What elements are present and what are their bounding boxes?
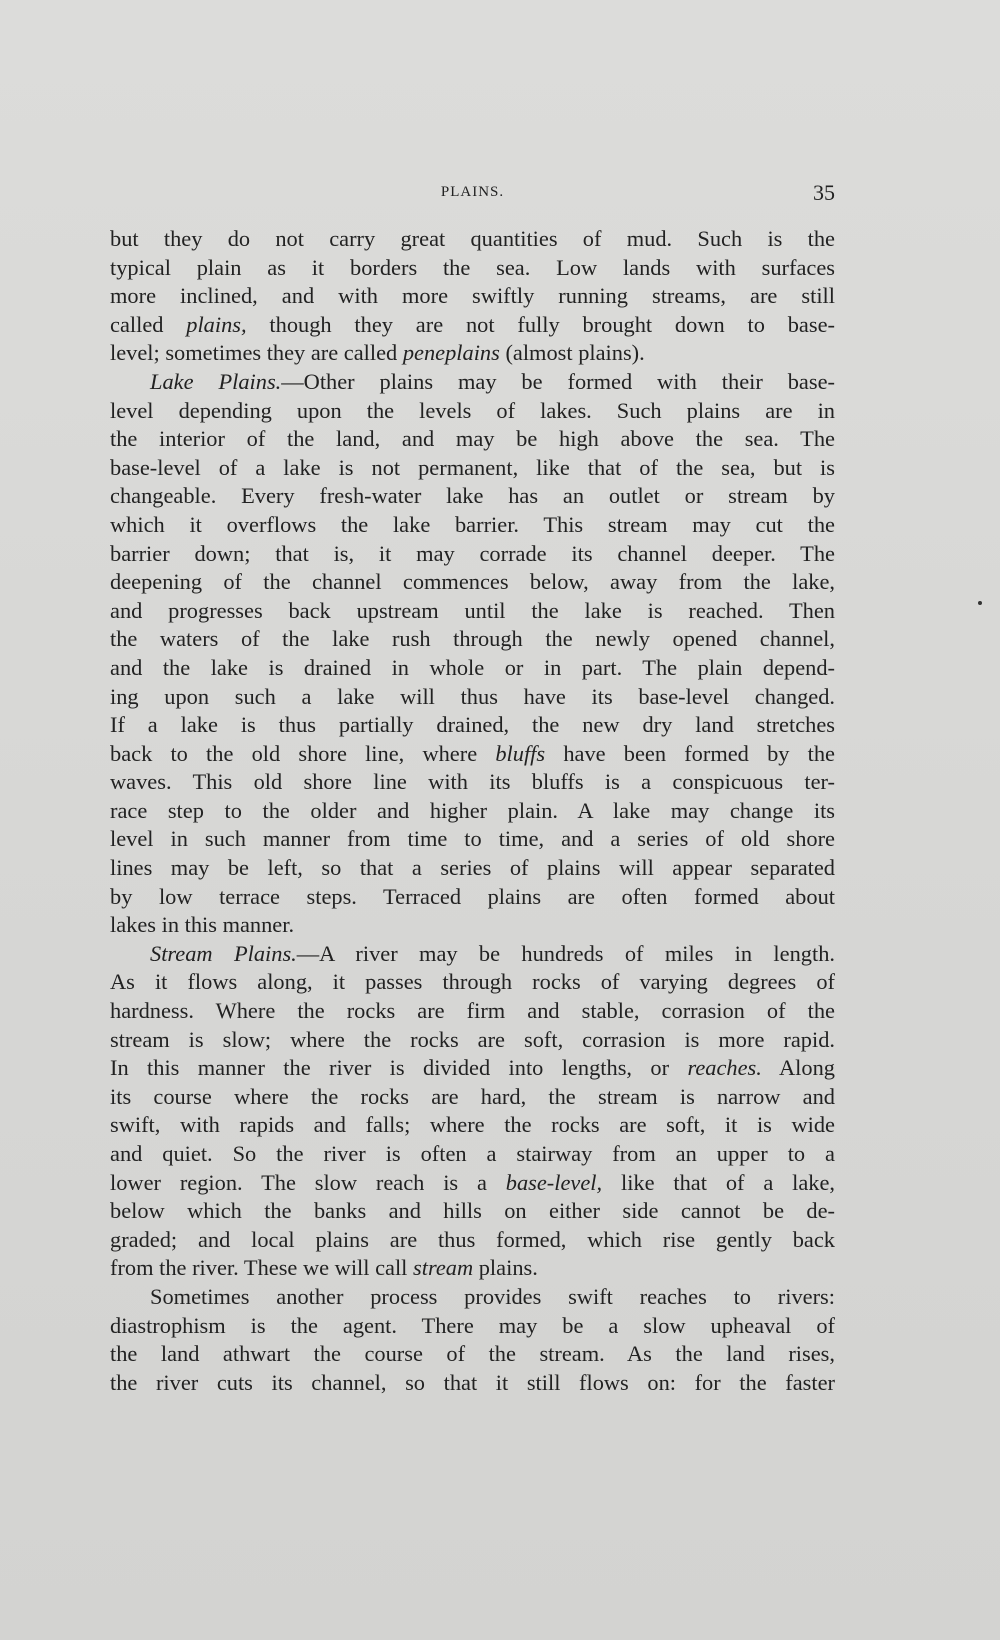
line-text: below which the banks and hills on either side cannot be de- xyxy=(110,1198,835,1224)
line-text: changeable. Every fresh-water lake has an outlet or stream by xyxy=(110,483,835,509)
running-title: PLAINS. xyxy=(440,184,505,200)
italic-term: base-level, xyxy=(505,1169,603,1195)
text-line xyxy=(110,282,835,311)
text-line xyxy=(110,1083,835,1112)
text-line xyxy=(110,1369,835,1398)
italic-term: Stream Plains. xyxy=(150,940,297,966)
text-line xyxy=(110,854,835,883)
line-text-before: In this manner the river is divided into lengths, or xyxy=(110,1055,688,1081)
line-text: waves. This old shore line with its bluffs is a conspicuous ter- xyxy=(110,769,835,795)
italic-term: peneplains xyxy=(402,340,500,366)
text-line xyxy=(110,1312,835,1341)
text-line xyxy=(110,568,835,597)
line-text: the river cuts its channel, so that it still flows on: for the faster xyxy=(110,1369,835,1395)
line-text: ing upon such a lake will thus have its base-level changed. xyxy=(110,683,835,709)
text-line xyxy=(110,397,835,426)
text-line xyxy=(110,225,835,254)
text-line xyxy=(110,940,835,969)
ink-speck xyxy=(978,601,982,605)
text-line xyxy=(110,1111,835,1140)
text-line xyxy=(110,797,835,826)
line-text: its course where the rocks are hard, the stream is narrow and xyxy=(110,1083,835,1109)
line-text: lines may be left, so that a series of plains will appear separated xyxy=(110,855,835,881)
italic-term: plains, xyxy=(186,311,247,337)
text-line xyxy=(110,1197,835,1226)
text-line xyxy=(110,768,835,797)
text-line xyxy=(110,1226,835,1255)
text-line xyxy=(110,339,835,368)
line-text-before: lower region. The slow reach is a xyxy=(110,1169,506,1195)
line-text: more inclined, and with more swiftly running streams, are still xyxy=(110,283,835,309)
line-text-after: plains. xyxy=(473,1255,538,1281)
italic-term: Lake Plains. xyxy=(150,368,282,394)
line-text: which it overflows the lake barrier. This stream may cut the xyxy=(110,511,835,537)
text-line xyxy=(110,511,835,540)
line-text: but they do not carry great quantities of mud. Such is the xyxy=(110,226,835,251)
text-line xyxy=(110,368,835,397)
line-text: hardness. Where the rocks are firm and stable, corrasion of the xyxy=(110,998,835,1024)
line-text-after: though they are not fully brought down to base- xyxy=(246,311,835,337)
text-line xyxy=(110,540,835,569)
text-line xyxy=(110,654,835,683)
running-head xyxy=(110,178,835,208)
italic-term: stream xyxy=(413,1255,474,1281)
line-text: swift, with rapids and falls; where the rocks are soft, it is wide xyxy=(110,1112,835,1138)
text-line xyxy=(110,1054,835,1083)
text-line xyxy=(110,625,835,654)
line-text-after: —A river may be hundreds of miles in length. xyxy=(296,940,835,966)
line-text: and quiet. So the river is often a stairway from an upper to a xyxy=(110,1141,835,1166)
line-text: typical plain as it borders the sea. Low lands with surfaces xyxy=(110,254,835,280)
line-text-after: —Other plains may be formed with their base- xyxy=(281,368,835,394)
line-text-before: from the river. These we will call xyxy=(110,1255,414,1281)
line-text-after: Along xyxy=(761,1055,835,1081)
line-text: As it flows along, it passes through rocks of varying degrees of xyxy=(110,969,835,995)
line-text: and the lake is drained in whole or in part. The plain depend- xyxy=(110,654,835,680)
line-text-after: (almost plains). xyxy=(499,340,645,366)
text-line xyxy=(110,311,835,340)
italic-term: bluffs xyxy=(495,740,546,766)
line-text-before: back to the old shore line, where xyxy=(110,740,496,766)
line-text: the waters of the lake rush through the newly opened channel, xyxy=(110,626,835,652)
line-text: the land athwart the course of the stream. As the land rises, xyxy=(110,1341,835,1367)
body-text xyxy=(110,225,835,1397)
text-line xyxy=(110,1283,835,1312)
page-number: 35 xyxy=(813,180,835,205)
text-line xyxy=(110,883,835,912)
line-text-after: have been formed by the xyxy=(545,740,835,766)
text-line xyxy=(110,597,835,626)
line-text: barrier down; that is, it may corrade its channel deeper. The xyxy=(110,540,835,566)
text-line xyxy=(110,254,835,283)
italic-term: reaches. xyxy=(687,1055,762,1081)
text-line xyxy=(110,454,835,483)
line-text: Sometimes another process provides swift reaches to rivers: xyxy=(150,1283,835,1309)
line-text: base-level of a lake is not permanent, like that of the sea, but is xyxy=(110,454,835,480)
line-text-after: like that of a lake, xyxy=(602,1169,835,1195)
line-text: and progresses back upstream until the lake is reached. Then xyxy=(110,597,835,623)
text-line xyxy=(110,1169,835,1198)
line-text-before: level; sometimes they are called xyxy=(110,340,403,366)
line-text: If a lake is thus partially drained, the new dry land stretches xyxy=(110,712,835,738)
text-line xyxy=(110,997,835,1026)
line-text: level depending upon the levels of lakes. Such plains are in xyxy=(110,397,835,423)
text-line xyxy=(110,911,835,940)
line-text: lakes in this manner. xyxy=(110,912,295,938)
line-text-before: called xyxy=(110,311,187,337)
text-line xyxy=(110,425,835,454)
text-line xyxy=(110,1140,835,1169)
line-text: diastrophism is the agent. There may be a slow upheaval of xyxy=(110,1312,835,1338)
text-line xyxy=(110,1254,835,1283)
text-line xyxy=(110,482,835,511)
text-line xyxy=(110,740,835,769)
text-line xyxy=(110,683,835,712)
text-line xyxy=(110,1340,835,1369)
line-text: graded; and local plains are thus formed, which rise gently back xyxy=(110,1226,835,1252)
line-text: the interior of the land, and may be high above the sea. The xyxy=(110,426,835,452)
line-text: deepening of the channel commences below, away from the lake, xyxy=(110,569,835,595)
text-line xyxy=(110,825,835,854)
line-text: race step to the older and higher plain. A lake may change its xyxy=(110,797,835,823)
line-text: by low terrace steps. Terraced plains are often formed about xyxy=(110,883,835,909)
text-line xyxy=(110,711,835,740)
text-line xyxy=(110,1026,835,1055)
line-text: level in such manner from time to time, and a series of old shore xyxy=(110,826,835,852)
text-line xyxy=(110,968,835,997)
line-text: stream is slow; where the rocks are soft, corrasion is more rapid. xyxy=(110,1026,835,1052)
